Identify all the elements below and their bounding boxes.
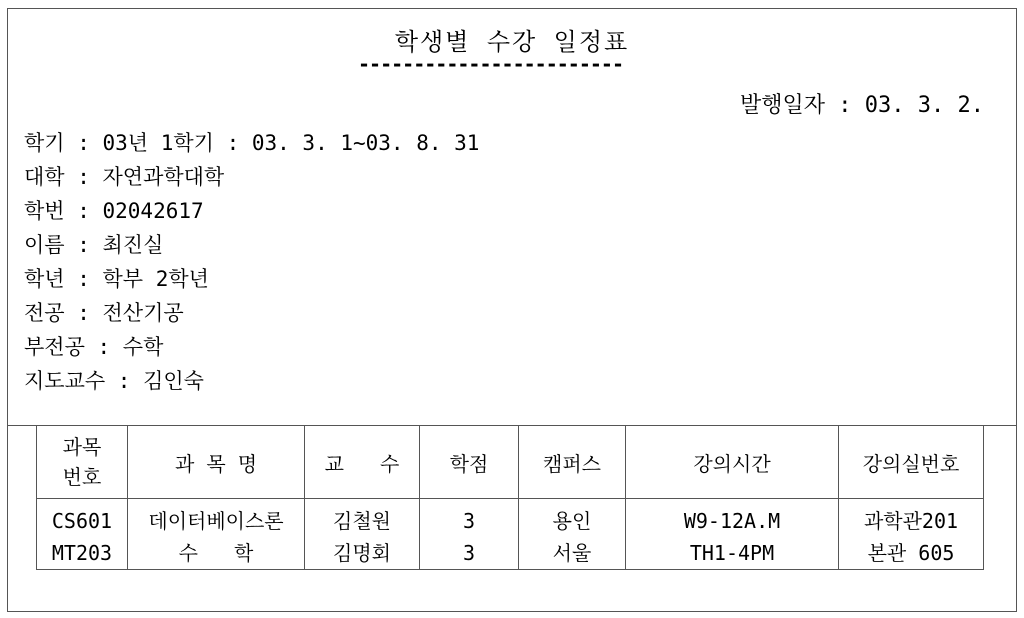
campus-cell [519,499,626,570]
professor: 김명회 [333,541,391,565]
room: 과학관201 [863,509,959,533]
info-major: 전공 : 전산기공 [24,301,184,325]
info-minor: 부전공 : 수학 [24,335,164,359]
lecture-time: TH1-4PM [689,541,775,565]
course-table [36,425,984,570]
header-credits: 학점 [420,426,519,499]
info-college: 대학 : 자연과학대학 [24,165,225,189]
issue-date: 발행일자 : 03. 3. 2. [740,93,984,118]
header-campus: 캠퍼스 [519,426,626,499]
campus: 서울 [552,541,592,565]
info-year: 학년 : 학부 2학년 [24,267,209,291]
room-cell [839,499,984,570]
credits: 3 [462,509,476,533]
table-header-row [37,426,984,499]
lecture-time: W9-12A.M [683,509,781,533]
course-name: 수 학 [178,541,254,565]
document-title: 학생별 수강 일정표 [394,28,630,56]
course-name-cell [128,499,305,570]
header-room: 강의실번호 [839,426,984,499]
student-info [24,126,479,398]
course-code-cell [37,499,128,570]
info-advisor: 지도교수 : 김인숙 [24,369,204,393]
info-student-id: 학번 : 02042617 [24,199,204,223]
course-code: CS601 [51,509,113,533]
header-professor: 교 수 [305,426,420,499]
header-course-name: 과 목 명 [128,426,305,499]
title-underline: ------------------------ [358,52,623,76]
info-name: 이름 : 최진실 [24,233,164,257]
table-row [37,499,984,570]
course-code: MT203 [51,541,113,565]
professor: 김철원 [333,509,391,533]
credits: 3 [462,541,476,565]
campus: 용인 [552,509,592,533]
header-course-code: 과목 번호 [37,426,128,499]
room: 본관 605 [867,541,955,565]
professor-cell [305,499,420,570]
header-lecture-time: 강의시간 [626,426,839,499]
course-name: 데이터베이스론 [148,509,284,533]
lecture-time-cell [626,499,839,570]
info-semester: 학기 : 03년 1학기 : 03. 3. 1~03. 8. 31 [24,131,480,155]
credits-cell [420,499,519,570]
